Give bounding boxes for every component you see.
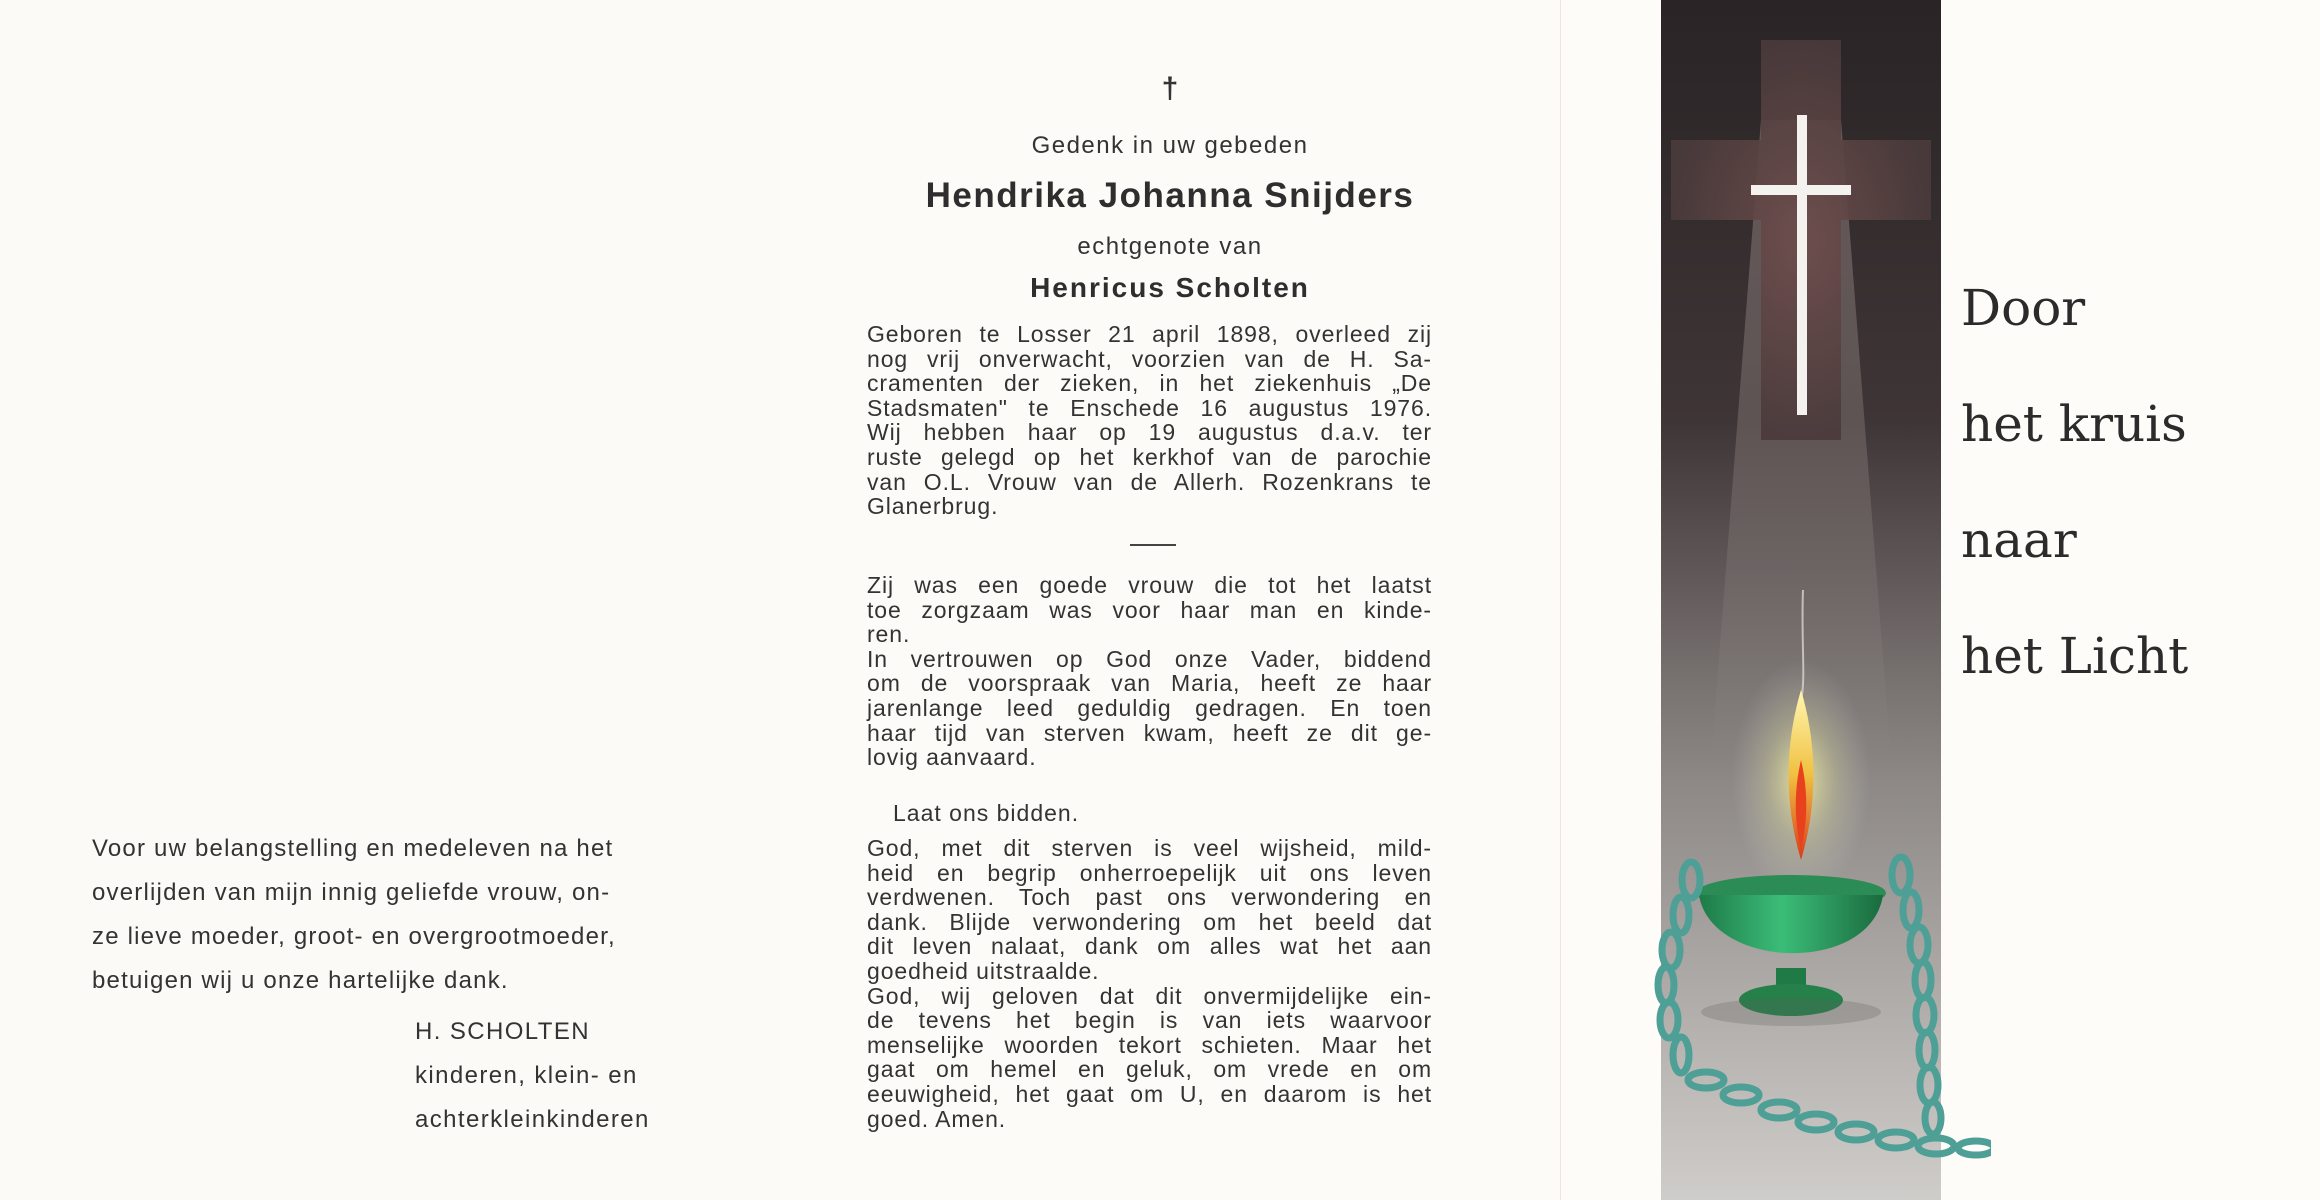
cross-icon [1797,115,1807,415]
character-line: ren. [867,621,911,648]
signature-line: H. SCHOLTEN [415,1018,590,1045]
prayer-line: de tevens het begin is van iets waarvoor [867,1007,1432,1034]
motto-line: Door [1961,279,2086,337]
motto [1961,250,2188,714]
character-line: haar tijd van sterven kwam, heeft ze dit ge- [867,719,1432,746]
memorial-panel [780,0,1560,1200]
spouse-label: echtgenote van [1077,233,1263,260]
cross-bar [1751,185,1851,195]
character-text [867,573,1432,770]
bio-line: Geboren te Losser 21 april 1898, overleed zij [867,321,1432,347]
prayer-text [867,836,1432,1131]
signature-line: kinderen, klein- en [415,1062,638,1089]
divider [1130,544,1176,546]
lamp-shadow [1701,998,1881,1026]
prayer-line: menselijke woorden tekort schieten. Maar het [867,1031,1432,1058]
prayer-line: dit leven nalaat, dank om alles wat het aan [867,933,1432,960]
biography [867,322,1432,519]
bio-line: cramenten der zieken, in het ziekenhuis „De [867,370,1432,397]
thanks-text [92,827,732,1003]
character-line: om de voorspraak van Maria, heeft ze haar [867,670,1432,697]
character-line: lovig aanvaard. [867,744,1037,771]
prayer-line: eeuwigheid, het gaat om U, en daarom is het [867,1080,1432,1107]
motto-line: het Licht [1961,627,2189,685]
prayer-line: goedheid uitstraalde. [867,957,1100,984]
bio-line: ruste gelegd op het kerkhof van de parochie [867,443,1432,470]
signature [415,1010,650,1142]
character-line: In vertrouwen op God onze Vader, biddend [867,645,1432,672]
prayer-line: gaat om hemel en geluk, om vrede en om [867,1056,1432,1083]
spouse-name: Henricus Scholten [1030,272,1310,303]
thanks-line: betuigen wij u onze hartelijke dank. [92,967,509,994]
bio-line: Stadsmaten" te Enschede 16 augustus 1976. [867,394,1432,421]
character-line: Zij was een goede vrouw die tot het laatst [867,572,1432,598]
prayer-line: verdwenen. Toch past ons verwondering en [867,884,1432,911]
cross-and-lamp-illustration [1611,0,1991,1200]
bio-line: Glanerbrug. [867,493,999,520]
prayer-line: heid en begrip onherroepelijk uit ons leven [867,859,1432,886]
thanks-line: Voor uw belangstelling en medeleven na het [92,835,614,862]
prayer-line: God, wij geloven dat dit onvermijdelijke ein- [867,982,1432,1009]
motto-line: het kruis [1961,395,2187,453]
bio-line: nog vrij onverwacht, voorzien van de H. Sa- [867,345,1432,372]
prayer-line: goed. Amen. [867,1105,1007,1132]
deceased-name: Hendrika Johanna Snijders [925,176,1415,215]
front-panel [1560,0,2320,1200]
thanks-panel [0,0,780,1200]
signature-line: achterkleinkinderen [415,1106,650,1133]
cross-icon: † [1161,72,1179,105]
prayer-intro: Laat ons bidden. [893,800,1080,826]
prayer-line: God, met dit sterven is veel wijsheid, mild- [867,835,1432,861]
character-line: toe zorgzaam was voor haar man en kinde- [867,596,1432,623]
character-line: jarenlange leed geduldig gedragen. En toen [867,694,1432,721]
bio-line: Wij hebben haar op 19 augustus d.a.v. ter [867,419,1432,446]
thanks-line: overlijden van mijn innig geliefde vrouw, on- [92,879,611,906]
bio-line: van O.L. Vrouw van de Allerh. Rozenkrans te [867,468,1432,495]
motto-line: naar [1961,511,2077,569]
thanks-line: ze lieve moeder, groot- en overgrootmoeder, [92,923,616,950]
intro-line: Gedenk in uw gebeden [1031,132,1309,159]
prayer-line: dank. Blijde verwondering om het beeld dat [867,908,1432,935]
